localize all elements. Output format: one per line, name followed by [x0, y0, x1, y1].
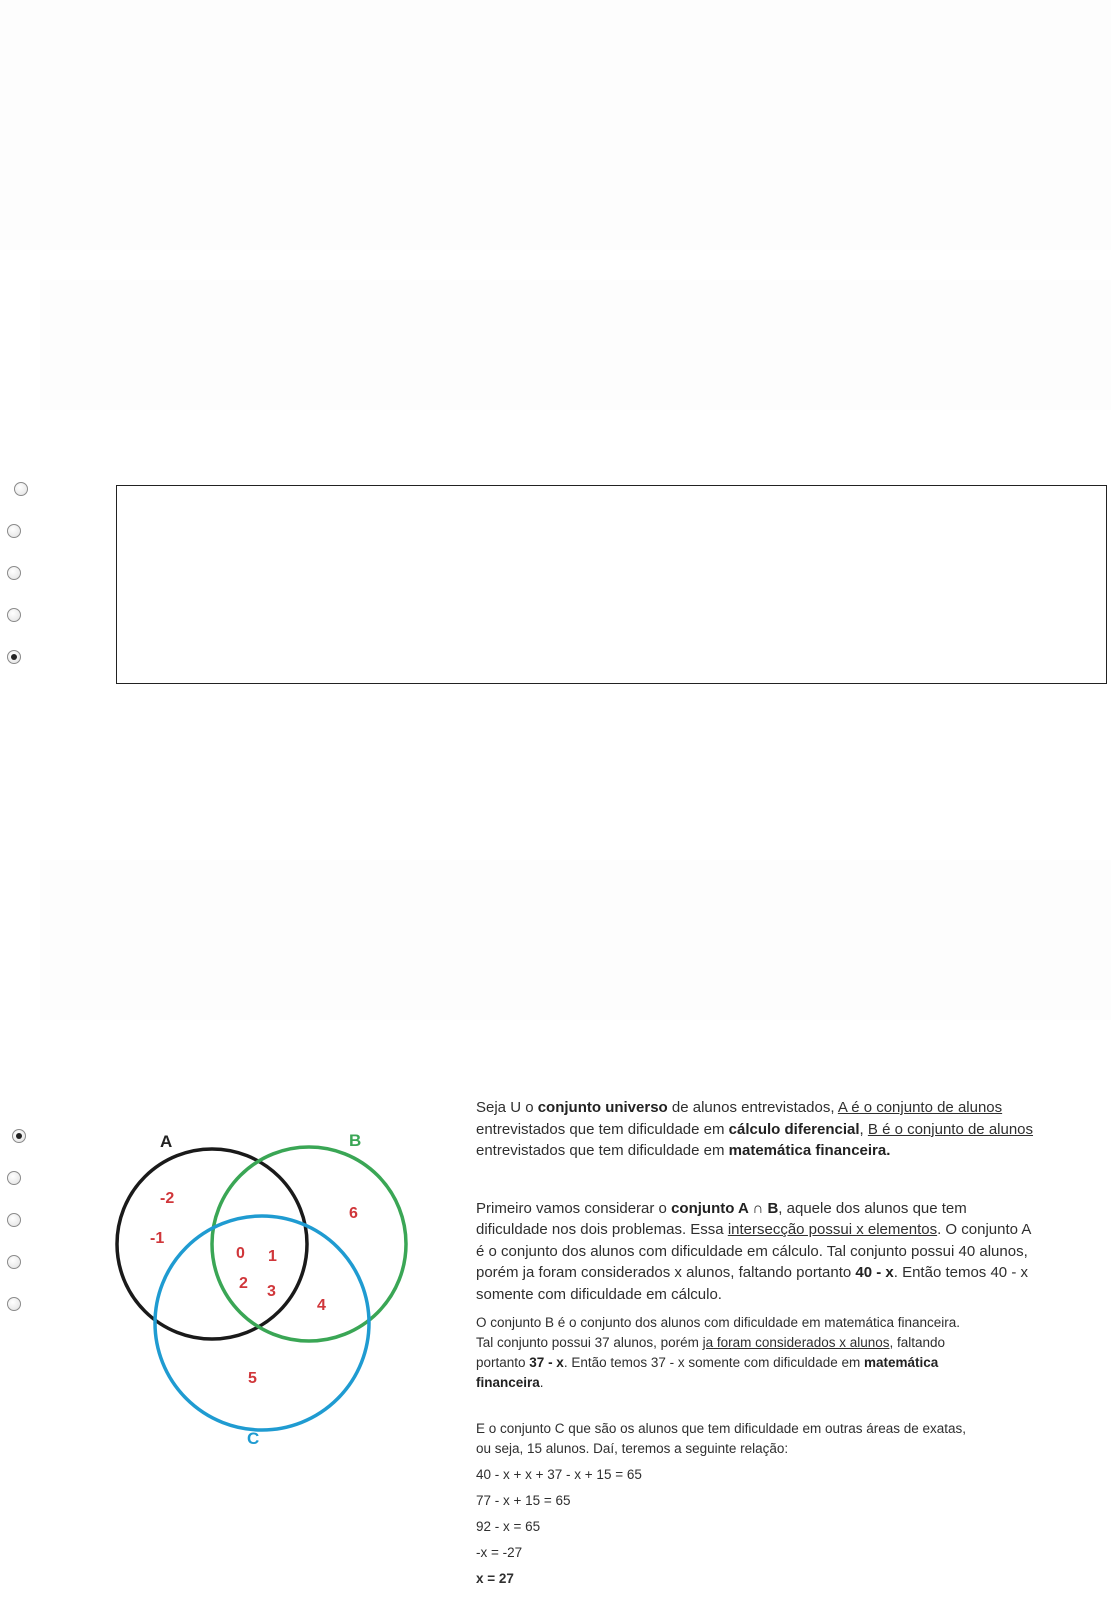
venn-number: 5	[248, 1370, 257, 1387]
explanation	[476, 1097, 1036, 1589]
q2-option-b-radio[interactable]	[7, 1171, 21, 1185]
set-b-circle	[212, 1147, 406, 1341]
venn-number: -2	[160, 1190, 175, 1207]
venn-number: 2	[239, 1275, 248, 1292]
venn-number: 3	[267, 1283, 276, 1300]
faint-block-top	[0, 0, 1111, 250]
q1-option-a-radio[interactable]	[14, 482, 28, 496]
explanation-paragraph-2: Primeiro vamos considerar o conjunto A ∩ B, aquele dos alunos que tem dificuldade nos dois problemas. Essa intersecção possui x elementos. O conjunto A é o conjunto dos alunos com dificuldade em cálculo. Tal conjunto possui 40 alunos, porém ja foram considerados x alunos, faltando portanto 40 - x. Então temos 40 - x somente com dificuldade em cálculo.	[476, 1199, 1031, 1303]
equation-result: x = 27	[476, 1571, 514, 1586]
equation-line: 40 - x + x + 37 - x + 15 = 65	[476, 1467, 642, 1482]
answer-box	[116, 485, 1107, 684]
q2-option-a-radio[interactable]	[12, 1129, 26, 1143]
set-b-label: B	[349, 1131, 362, 1150]
venn-number: 4	[317, 1297, 326, 1314]
venn-number: 6	[349, 1205, 358, 1222]
faint-block-mid	[40, 280, 1111, 410]
explanation-paragraph-3: O conjunto B é o conjunto dos alunos com dificuldade em matemática financeira. Tal conjunto possui 37 alunos, porém ja foram considerados x alunos, faltando portanto 37 - x. Então temos 37 - x somente com dificuldade em matemática financeira.	[476, 1315, 961, 1390]
q1-option-c-radio[interactable]	[7, 566, 21, 580]
equation-line: -x = -27	[476, 1545, 523, 1560]
venn-diagram	[96, 1118, 436, 1458]
equation-line: 77 - x + 15 = 65	[476, 1493, 571, 1508]
venn-number: -1	[150, 1230, 165, 1247]
venn-number: 0	[236, 1245, 245, 1262]
set-c-label: C	[247, 1429, 260, 1448]
faint-block-lower	[40, 860, 1111, 1020]
equation-line: 92 - x = 65	[476, 1519, 541, 1534]
explanation-paragraph-4: E o conjunto C que são os alunos que tem dificuldade em outras áreas de exatas, ou seja, 15 alunos. Daí, teremos a seguinte relação:	[476, 1421, 967, 1456]
set-a-label: A	[160, 1132, 173, 1151]
explanation-paragraph-1: Seja U o conjunto universo de alunos entrevistados, A é o conjunto de alunos entrevistados que tem dificuldade em cálculo diferencial, B é o conjunto de alunos entrevistados que tem dificuldade em matemática financeira.	[476, 1099, 1034, 1159]
q1-option-d-radio[interactable]	[7, 608, 21, 622]
q1-option-b-radio[interactable]	[7, 524, 21, 538]
q2-option-c-radio[interactable]	[7, 1213, 21, 1227]
q1-option-e-radio[interactable]	[7, 650, 21, 664]
q2-option-e-radio[interactable]	[7, 1297, 21, 1311]
venn-number: 1	[268, 1248, 277, 1265]
q2-option-d-radio[interactable]	[7, 1255, 21, 1269]
